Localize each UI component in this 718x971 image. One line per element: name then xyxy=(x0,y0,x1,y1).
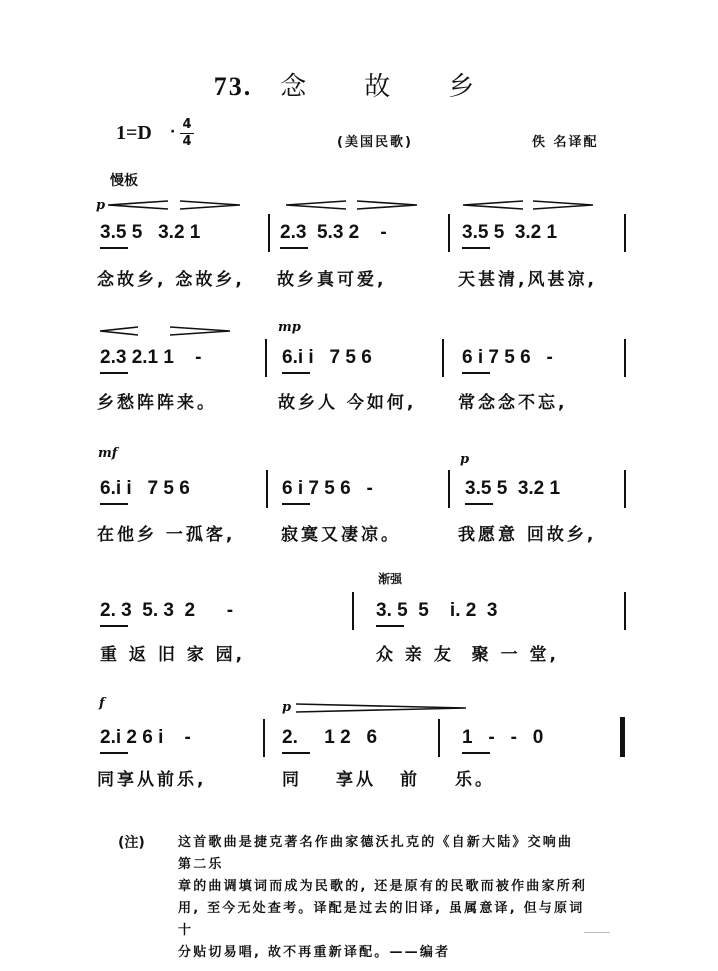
measure-notes: 6.i i 7 5 6 xyxy=(100,478,190,499)
song-title xyxy=(0,66,718,103)
crescendo-hairpin xyxy=(286,200,346,210)
barline xyxy=(266,470,268,508)
final-barline xyxy=(620,717,625,757)
lyrics: 常念念不忘, xyxy=(458,393,568,413)
barline xyxy=(624,339,626,377)
lyrics: 寂寞又凄凉。 xyxy=(281,525,401,545)
title-char: 念 xyxy=(280,72,309,102)
lyrics: 乡愁阵阵来。 xyxy=(97,393,217,413)
measure-notes: 2.i 2 6 i - xyxy=(100,727,191,748)
diminuendo-hairpin xyxy=(357,200,417,210)
barline xyxy=(448,470,450,508)
measure-notes: 6 i 7 5 6 - xyxy=(282,478,373,499)
dynamic-mark: mp xyxy=(278,320,301,335)
song-origin: (美国民歌) xyxy=(337,135,413,150)
dynamic-mark: p xyxy=(282,700,292,715)
measure-notes: 3.5 5 3.2 1 xyxy=(100,222,201,243)
barline xyxy=(442,339,444,377)
beam-underline xyxy=(282,372,310,374)
lyrics: 重 返 旧 家 园, xyxy=(100,645,246,665)
translator-credit: 佚 名译配 xyxy=(532,135,599,150)
beam-underline xyxy=(100,503,128,505)
title-char: 乡 xyxy=(448,72,477,102)
footnote-text xyxy=(178,832,588,964)
lyrics: 享从 xyxy=(336,770,376,790)
lyrics: 同 xyxy=(282,770,302,790)
measure-notes: 1 - - 0 xyxy=(462,727,544,748)
beam-underline xyxy=(376,625,404,627)
measure-notes: 2.3 5.3 2 - xyxy=(280,222,387,243)
beam-underline xyxy=(462,372,490,374)
barline xyxy=(352,592,354,630)
separator-mark: · xyxy=(170,124,176,140)
dynamic-mark: p xyxy=(460,452,470,467)
beam-underline xyxy=(100,372,128,374)
song-number: 73. xyxy=(213,72,253,101)
time-signature xyxy=(180,118,194,149)
barline xyxy=(268,214,270,252)
lyrics: 同享从前乐, xyxy=(97,770,207,790)
measure-notes: 2.3 2.1 1 - xyxy=(100,347,202,368)
lyrics: 故乡人 今如何, xyxy=(278,393,417,413)
title-char: 故 xyxy=(364,72,393,102)
crescendo-hairpin xyxy=(463,200,523,210)
lyrics: 故乡真可爱, xyxy=(277,270,387,290)
measure-notes: 3.5 5 3.2 1 xyxy=(462,222,558,243)
barline xyxy=(265,339,267,377)
measure-notes: 3.5 5 3.2 1 xyxy=(465,478,561,499)
beam-underline xyxy=(100,752,128,754)
footnote-label: (注) xyxy=(118,835,145,851)
footnote-line: 这首歌曲是捷克著名作曲家德沃扎克的《自新大陆》交响曲第二乐 xyxy=(178,835,574,872)
lyrics: 众 亲 友 聚 一 堂, xyxy=(376,645,559,665)
dynamic-mark: p xyxy=(96,198,106,213)
footnote-line: 用, 至今无处查考。译配是过去的旧译, 虽属意译, 但与原词十 xyxy=(178,901,585,938)
beam-underline xyxy=(462,752,490,754)
time-sig-bottom: 4 xyxy=(182,134,192,149)
key-signature: 1=D xyxy=(116,122,152,144)
barline xyxy=(263,719,265,757)
lyrics: 天甚清,风甚凉, xyxy=(458,270,597,290)
beam-underline xyxy=(100,625,128,627)
tempo-marking: 慢板 xyxy=(110,173,138,189)
footnote-line: 分贴切易唱, 故不再重新译配。——编者 xyxy=(178,945,451,960)
expression-mark: 渐强 xyxy=(378,572,403,586)
crescendo-hairpin xyxy=(100,326,138,336)
measure-notes: 6.i i 7 5 6 xyxy=(282,347,372,368)
diminuendo-hairpin xyxy=(170,326,230,336)
barline xyxy=(624,214,626,252)
beam-underline xyxy=(282,752,310,754)
footnote-line: 章的曲调填词而成为民歌的, 还是原有的民歌而被作曲家所利 xyxy=(178,879,588,894)
barline xyxy=(448,214,450,252)
beam-underline xyxy=(465,503,493,505)
beam-underline xyxy=(100,247,128,249)
diminuendo-hairpin xyxy=(533,200,593,210)
lyrics: 念故乡, 念故乡, xyxy=(97,270,245,290)
barline xyxy=(438,719,440,757)
lyrics: 在他乡 一孤客, xyxy=(97,525,236,545)
beam-underline xyxy=(462,247,490,249)
lyrics: 我愿意 回故乡, xyxy=(458,525,597,545)
dynamic-mark: f xyxy=(99,696,105,711)
diminuendo-hairpin xyxy=(296,703,466,713)
scan-artifact xyxy=(584,932,610,933)
time-sig-top: 4 xyxy=(182,117,192,132)
barline xyxy=(624,470,626,508)
measure-notes: 3. 5 5 i. 2 3 xyxy=(376,600,498,621)
measure-notes: 2. 3 5. 3 2 - xyxy=(100,600,234,621)
beam-underline xyxy=(282,503,310,505)
crescendo-hairpin xyxy=(108,200,168,210)
measure-notes: 2. 1 2 6 xyxy=(282,727,378,748)
measure-notes: 6 i 7 5 6 - xyxy=(462,347,553,368)
lyrics: 前 xyxy=(400,770,420,790)
dynamic-mark: mf xyxy=(98,446,118,461)
beam-underline xyxy=(280,247,308,249)
barline xyxy=(624,592,626,630)
diminuendo-hairpin xyxy=(180,200,240,210)
lyrics: 乐。 xyxy=(455,770,495,790)
